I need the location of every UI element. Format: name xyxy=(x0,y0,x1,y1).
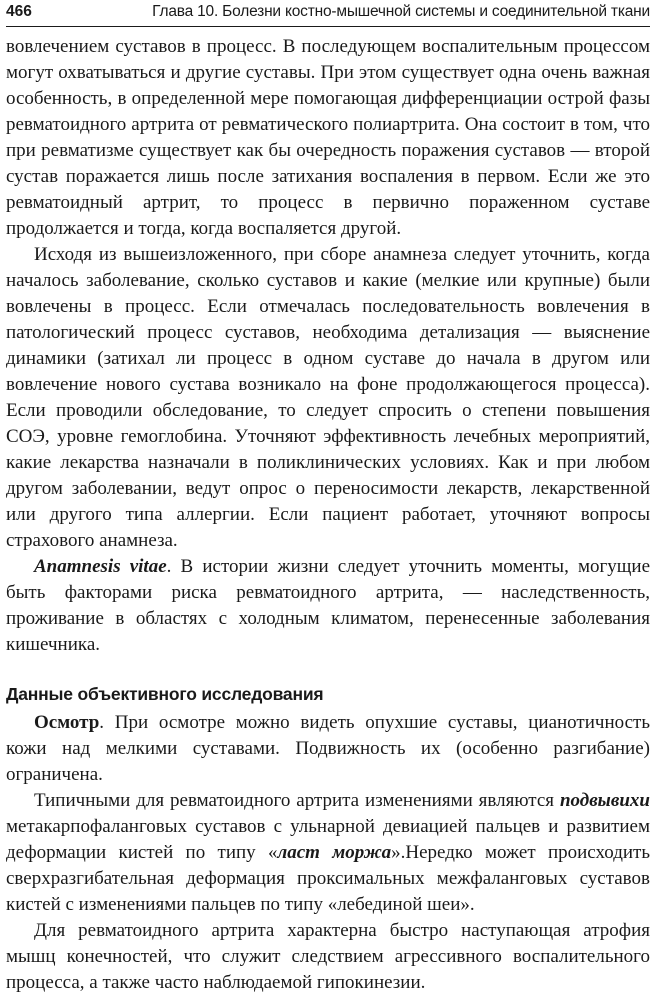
paragraph-text: метакарпофаланговых суставов с ульнарной девиацией пальцев и развитием деформации кистей по типу « xyxy=(6,816,650,863)
running-header xyxy=(6,2,650,27)
paragraph-inspection xyxy=(6,710,650,788)
paragraph-text: . При осмотре можно видеть опухшие суставы, цианотичность кожи над мелкими суставами. Подвижность их (особенно разгибание) ограничена. xyxy=(6,712,650,785)
page-number: 466 xyxy=(6,3,32,20)
paragraph-atrophy xyxy=(6,918,650,996)
chapter-title: Глава 10. Болезни костно-мышечной системы и соединительной ткани xyxy=(152,3,650,20)
emphasized-term: ласт моржа xyxy=(277,842,392,863)
paragraph-text: Для ревматоидного артрита характерна быстро наступающая атрофия мышц конечностей, что служит следствием агрессивного воспалительного процесса, а также часто наблюдаемой гипокинезии. xyxy=(6,920,650,993)
paragraph-text: . В истории жизни следует уточнить моменты, могущие быть факторами риска ревматоидного артрита, — наследственность, проживание в областях с холодным климатом, перенесенные заболевания кишечника. xyxy=(6,556,650,655)
paragraph-text: вовлечением суставов в процесс. В последующем воспалительным процессом могут охватываться и другие суставы. При этом существует одна очень важная особенность, в определенной мере помогающая дифференциации острой фазы ревматоидного артрита от ревматического полиартрита. Она состоит в том, что при ревматизме существует как бы очередность поражения суставов — второй сустав поражается лишь после затихания воспаления в первом. Если же это ревматоидный артрит, то процесс в первично пораженном суставе продолжается и тогда, когда воспаляется другой. xyxy=(6,36,650,239)
paragraph-text: ».Нередко может происходить сверхразгибательная деформация проксимальных межфаланговых суставов кистей с изменениями пальцев по типу «лебединой шеи». xyxy=(6,842,650,915)
emphasized-term: подвывихи xyxy=(559,790,650,811)
paragraph-lead-term: Anamnesis vitae xyxy=(34,556,167,577)
section-heading: Данные объективного исследования xyxy=(6,684,324,704)
paragraph-continuation xyxy=(6,34,650,242)
paragraph-text: Типичными для ревматоидного артрита изменениями являются xyxy=(34,790,560,811)
paragraph-anamnesis-vitae xyxy=(6,554,650,658)
paragraph-anamnesis xyxy=(6,242,650,554)
body-text xyxy=(6,34,650,996)
paragraph-typical-changes xyxy=(6,788,650,918)
paragraph-text: Исходя из вышеизложенного, при сборе анамнеза следует уточнить, когда началось заболевание, сколько суставов и какие (мелкие или крупные) были вовлечены в процесс. Если отмечалась последовательность вовлечения в патологический процесс суставов, необходима детализация — выяснение динамики (затихал ли процесс в одном суставе до начала в другом или вовлечение нового сустава возникало на фоне продолжающегося процесса). Если проводили обследование, то следует спросить о степени повышения СОЭ, уровне гемоглобина. Уточняют эффективность лечебных мероприятий, какие лекарства назначали в поликлинических условиях. Как и при любом другом заболевании, ведут опрос о переносимости лекарств, лекарственной или другого типа аллергии. Если пациент работает, уточняют вопросы страхового анамнеза. xyxy=(6,244,650,551)
paragraph-lead-term: Осмотр xyxy=(34,712,100,733)
